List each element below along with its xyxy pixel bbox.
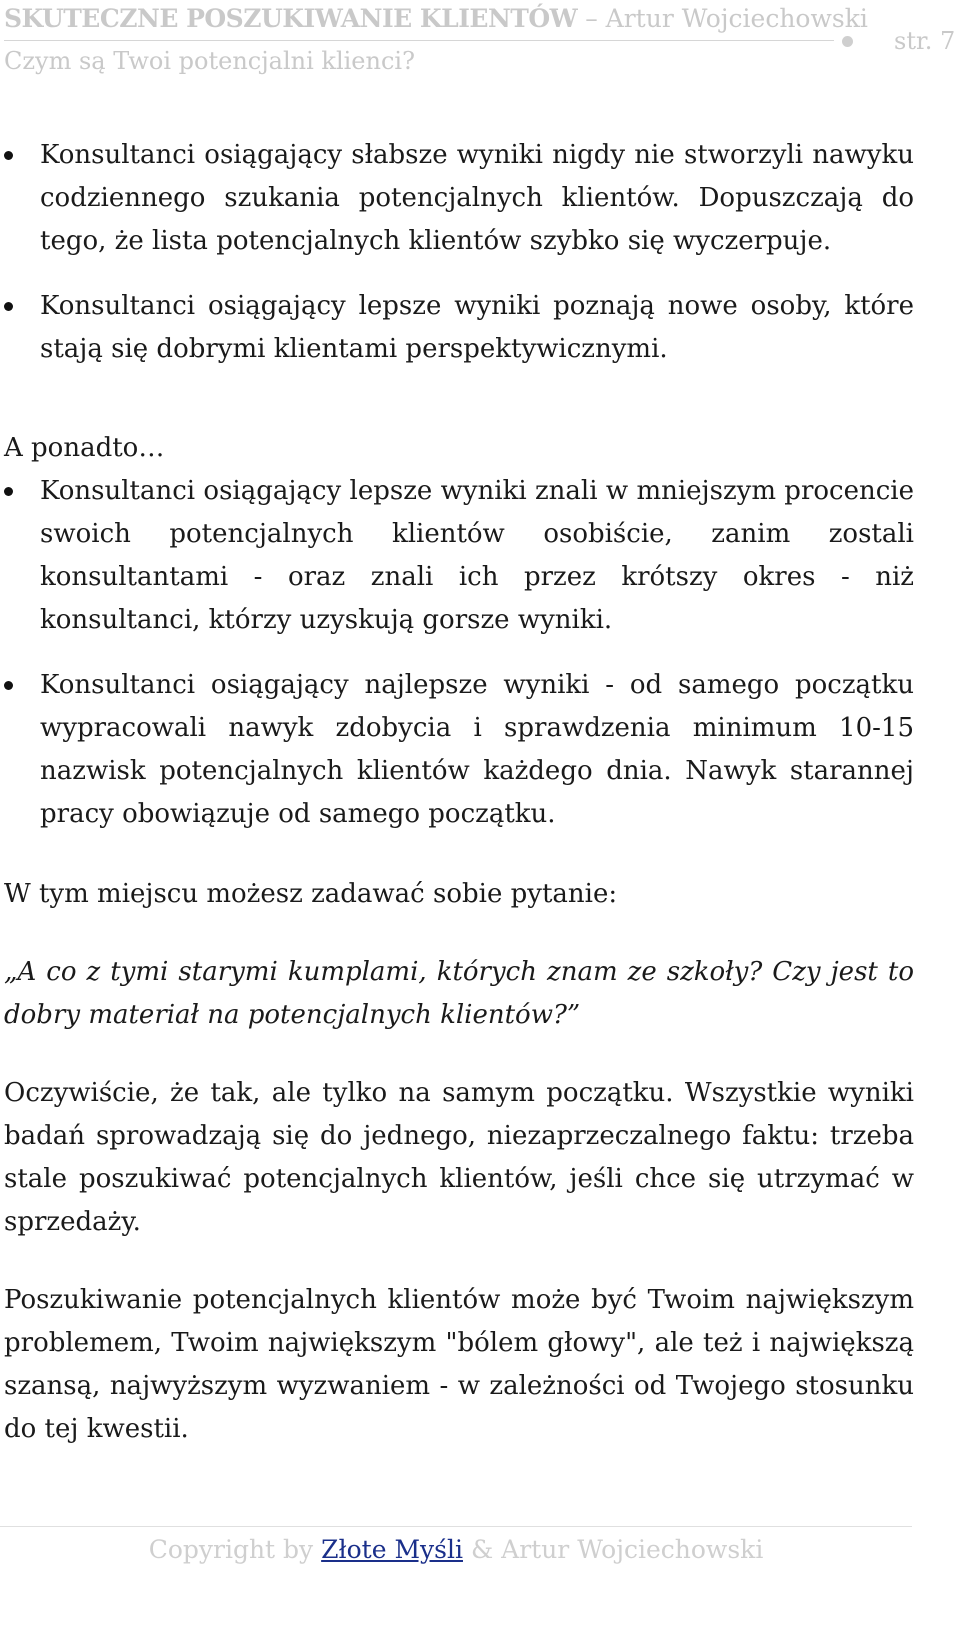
- list-item: [4, 285, 914, 371]
- paragraph-moreover: A ponadto…: [4, 433, 165, 463]
- copyright-line: [0, 1534, 912, 1566]
- page-number: str. 7: [894, 27, 956, 55]
- publisher-link[interactable]: Złote Myśli: [321, 1535, 463, 1564]
- header-divider: [4, 40, 834, 41]
- bullet-icon: [4, 487, 13, 496]
- page-dot-icon: [842, 36, 853, 47]
- quote-paragraph: „A co z tymi starymi kumplami, których znam ze szkoły? Czy jest to dobry materiał na potencjalnych klientów?”: [4, 957, 914, 1030]
- list-item-text: Konsultanci osiągający najlepsze wyniki - od samego początku wypracowali nawyk zdobycia i sprawdzenia minimum 10-15 nazwisk potencjalnych klientów każdego dnia. Nawyk starannej pracy obowiązuje od samego początku.: [40, 670, 914, 829]
- bullet-list-second: [4, 470, 914, 836]
- bullet-icon: [4, 151, 13, 160]
- list-item-text: Konsultanci osiągający lepsze wyniki poznają nowe osoby, które stają się dobrymi klientami perspektywicznymi.: [40, 291, 914, 364]
- list-item: [4, 664, 914, 836]
- footer-divider: [0, 1526, 912, 1527]
- list-item-text: Konsultanci osiągający słabsze wyniki nigdy nie stworzyli nawyku codziennego szukania potencjalnych klientów. Dopuszczają do tego, że lista potencjalnych klientów szybko się wyczerpuje.: [40, 140, 914, 256]
- book-title: SKUTECZNE POSZUKIWANIE KLIENTÓW: [4, 4, 578, 33]
- paragraph-answer: Oczywiście, że tak, ale tylko na samym początku. Wszystkie wyniki badań sprowadzają się do jednego, niezaprzeczalnego faktu: trzeba stale poszukiwać potencjalnych klientów, jeśli chce się utrzymać w sprzedaży.: [4, 1078, 914, 1237]
- copyright-prefix: Copyright by: [148, 1535, 314, 1564]
- author-name: Artur Wojciechowski: [605, 4, 868, 33]
- list-item: [4, 470, 914, 642]
- page-header: [4, 0, 956, 80]
- running-title: [4, 4, 868, 34]
- copyright-suffix: & Artur Wojciechowski: [470, 1535, 764, 1564]
- list-item: [4, 134, 914, 263]
- bullet-icon: [4, 302, 13, 311]
- list-item-text: Konsultanci osiągający lepsze wyniki znali w mniejszym procencie swoich potencjalnych klientów osobiście, zanim zostali konsultantami - oraz znali ich przez krótszy okres - niż konsultanci, którzy uzyskują gorsze wyniki.: [40, 476, 914, 635]
- paragraph-final: Poszukiwanie potencjalnych klientów może być Twoim największym problemem, Twoim największym "bólem głowy", ale też i największą szansą, najwyższym wyzwaniem - w zależności od Twojego stosunku do tej kwestii.: [4, 1285, 914, 1444]
- paragraph-question-intro: W tym miejscu możesz zadawać sobie pytanie:: [4, 879, 618, 909]
- chapter-title: Czym są Twoi potencjalni klienci?: [4, 47, 415, 75]
- bullet-list-first: [4, 134, 914, 371]
- page-body: [4, 134, 914, 1451]
- bullet-icon: [4, 681, 13, 690]
- page-footer: [0, 1526, 912, 1646]
- title-separator: –: [585, 4, 598, 33]
